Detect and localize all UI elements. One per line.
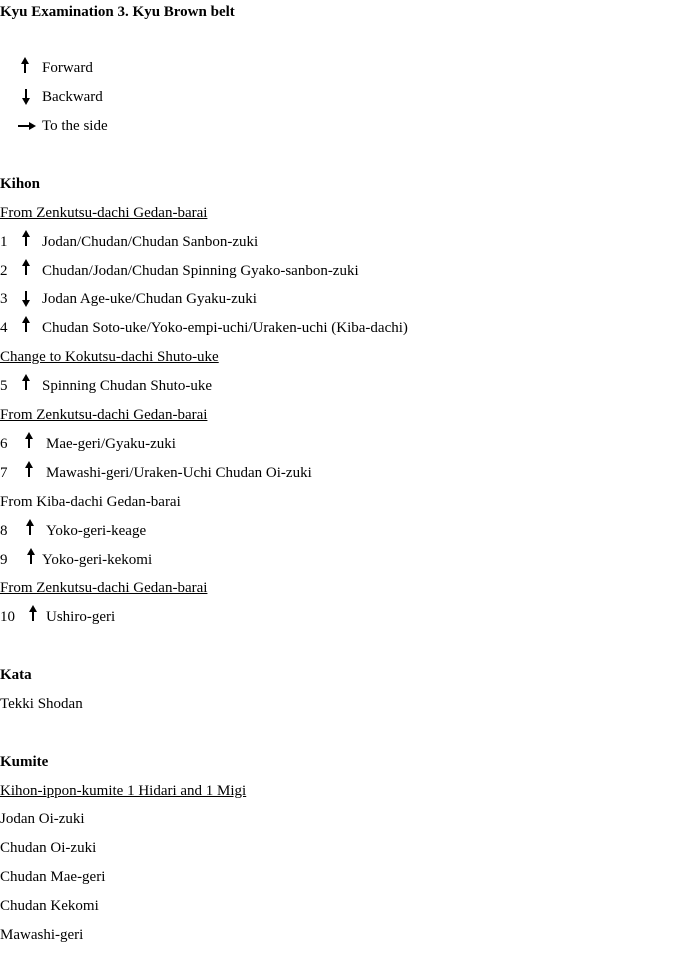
item-number: 6 bbox=[0, 436, 8, 452]
item-text: Yoko-geri-keage bbox=[46, 523, 147, 539]
item-text: Ushiro-geri bbox=[46, 609, 116, 625]
arrow-up-icon bbox=[28, 604, 38, 622]
arrow-up-icon bbox=[24, 460, 34, 478]
kihon-subheading: From Zenkutsu-dachi Gedan-barai bbox=[0, 580, 208, 596]
kumite-item: Mawashi-geri bbox=[0, 927, 84, 943]
kata-item: Tekki Shodan bbox=[0, 696, 83, 712]
arrow-right-icon bbox=[17, 121, 37, 131]
item-number: 2 bbox=[0, 263, 8, 279]
item-number: 3 bbox=[0, 291, 8, 307]
item-number: 4 bbox=[0, 320, 8, 336]
kihon-subheading: From Kiba-dachi Gedan-barai bbox=[0, 494, 181, 510]
item-text: Spinning Chudan Shuto-uke bbox=[42, 378, 213, 394]
item-text: Mae-geri/Gyaku-zuki bbox=[46, 436, 176, 452]
kihon-heading: Kihon bbox=[0, 176, 41, 192]
item-number: 1 bbox=[0, 234, 8, 250]
kumite-item: Chudan Oi-zuki bbox=[0, 840, 97, 856]
kata-heading: Kata bbox=[0, 667, 32, 683]
arrow-up-icon bbox=[26, 547, 36, 565]
kumite-item: Jodan Oi-zuki bbox=[0, 811, 85, 827]
item-text: Jodan Age-uke/Chudan Gyaku-zuki bbox=[42, 291, 257, 307]
item-number: 5 bbox=[0, 378, 8, 394]
item-text: Mawashi-geri/Uraken-Uchi Chudan Oi-zuki bbox=[46, 465, 312, 481]
item-number: 10 bbox=[0, 609, 15, 625]
legend-label: Backward bbox=[42, 89, 103, 105]
kihon-subheading: From Zenkutsu-dachi Gedan-barai bbox=[0, 407, 208, 423]
legend-label: To the side bbox=[42, 118, 108, 134]
kumite-subheading: Kihon-ippon-kumite 1 Hidari and 1 Migi bbox=[0, 783, 247, 799]
item-number: 9 bbox=[0, 552, 8, 568]
arrow-down-icon bbox=[21, 88, 31, 106]
arrow-down-icon bbox=[21, 290, 31, 308]
item-number: 8 bbox=[0, 523, 8, 539]
item-text: Chudan/Jodan/Chudan Spinning Gyako-sanbon-zuki bbox=[42, 263, 359, 279]
arrow-up-icon bbox=[21, 315, 31, 333]
item-number: 7 bbox=[0, 465, 8, 481]
arrow-up-icon bbox=[25, 518, 35, 536]
arrow-up-icon bbox=[21, 373, 31, 391]
item-text: Jodan/Chudan/Chudan Sanbon-zuki bbox=[42, 234, 259, 250]
kihon-subheading: From Zenkutsu-dachi Gedan-barai bbox=[0, 205, 208, 221]
kumite-item: Chudan Kekomi bbox=[0, 898, 99, 914]
item-text: Chudan Soto-uke/Yoko-empi-uchi/Uraken-uchi (Kiba-dachi) bbox=[42, 320, 408, 336]
arrow-up-icon bbox=[20, 56, 30, 74]
item-text: Yoko-geri-kekomi bbox=[42, 552, 153, 568]
page-title: Kyu Examination 3. Kyu Brown belt bbox=[0, 4, 235, 20]
arrow-up-icon bbox=[21, 258, 31, 276]
legend-label: Forward bbox=[42, 60, 93, 76]
arrow-up-icon bbox=[24, 431, 34, 449]
kihon-subheading: Change to Kokutsu-dachi Shuto-uke bbox=[0, 349, 219, 365]
kumite-heading: Kumite bbox=[0, 754, 49, 770]
kumite-item: Chudan Mae-geri bbox=[0, 869, 106, 885]
arrow-up-icon bbox=[21, 229, 31, 247]
